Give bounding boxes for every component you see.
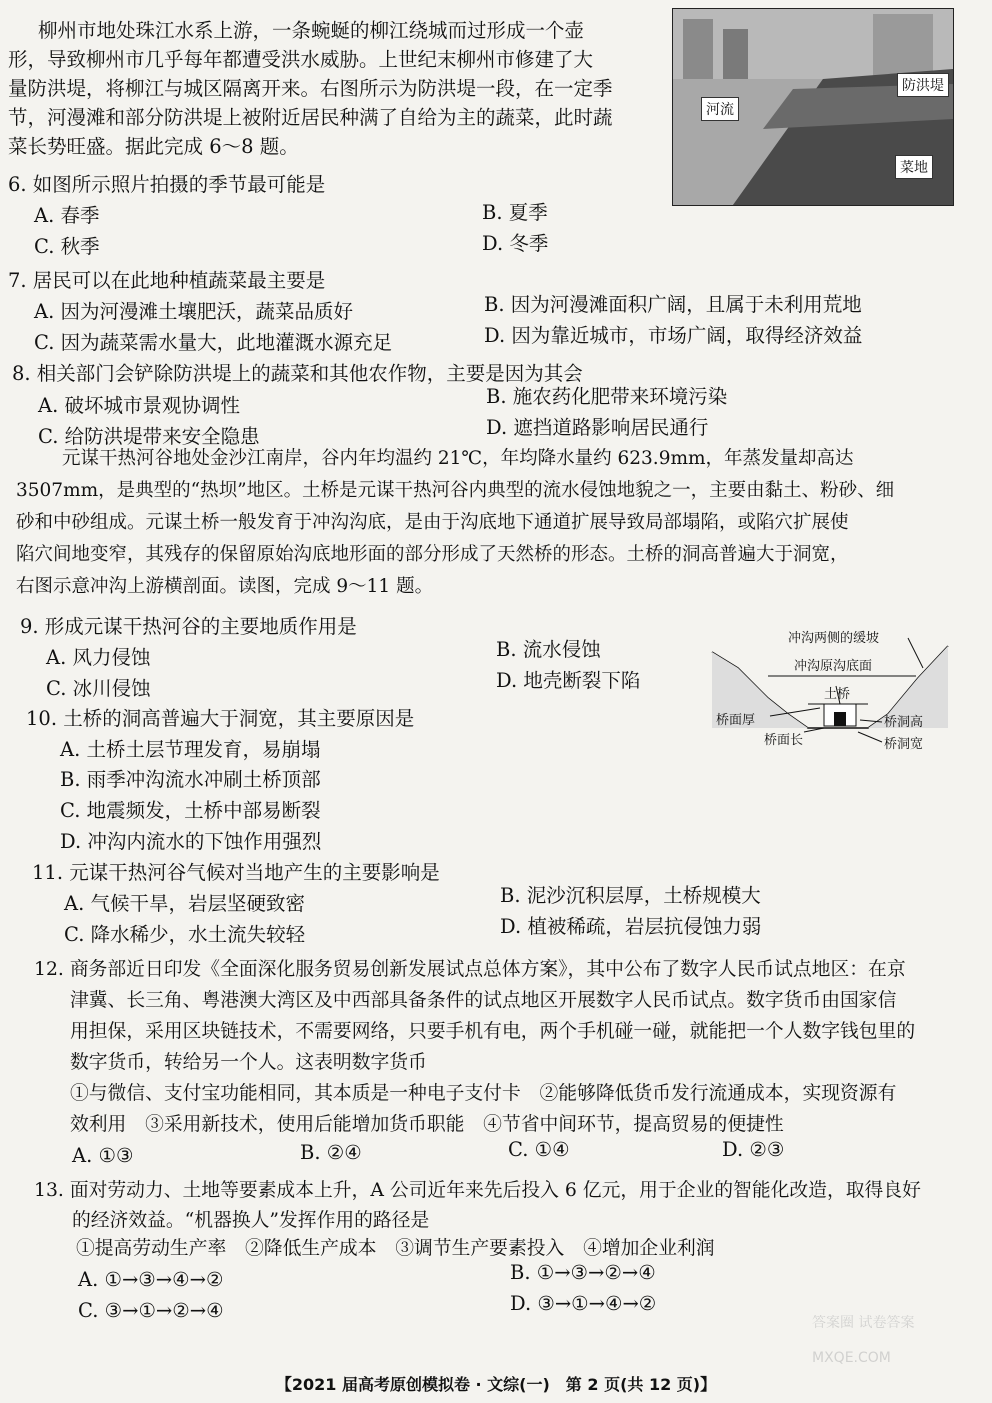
photo-label-field: 菜地 [895,155,933,179]
q13-option-d: D. ③→①→④→② [510,1292,657,1315]
label-slope: 冲沟两侧的缓坡 [788,631,880,646]
q6-option-d: D. 冬季 [482,232,549,255]
intro2-line-5: 右图示意冲沟上游横剖面。读图，完成 9～11 题。 [16,576,434,597]
q13-option-b: B. ①→③→②→④ [510,1261,656,1284]
intro1-line-4: 节，河漫滩和部分防洪堤上被附近居民种满了自给为主的蔬菜，此时蔬 [8,106,613,129]
gully-cross-section-diagram [708,628,970,758]
q12-line-1: 12. 商务部近日印发《全面深化服务贸易创新发展试点总体方案》，其中公布了数字人民币试点地区：在京 [34,959,906,980]
q11-option-a: A. 气候干旱，岩层坚硬致密 [64,892,305,915]
intro1-line-1: 柳州市地处珠江水系上游，一条蜿蜒的柳江绕城而过形成一个壶 [38,19,585,42]
q8-option-c: C. 给防洪堤带来安全隐患 [38,425,260,448]
intro1-line-5: 菜长势旺盛。据此完成 6～8 题。 [8,135,299,158]
intro1-line-3: 量防洪堤，将柳江与城区隔离开来。右图所示为防洪堤一段，在一定季 [8,77,613,100]
q10-option-c: C. 地震频发，土桥中部易断裂 [60,799,321,822]
label-hole-height: 桥洞高 [884,715,924,730]
label-bottom: 冲沟原沟底面 [794,659,873,674]
q8-option-a: A. 破坏城市景观协调性 [38,394,240,417]
q12-option-a: A. ①③ [72,1144,134,1167]
q6-stem: 6. 如图所示照片拍摄的季节最可能是 [8,173,326,196]
q9-option-a: A. 风力侵蚀 [46,646,151,669]
watermark-logo: 答案圈 试卷答案 MXQE.COM [812,1315,915,1366]
label-length: 桥面长 [764,733,804,748]
label-thickness: 桥面厚 [716,713,756,728]
q9-option-d: D. 地壳断裂下陷 [496,669,641,692]
q12-line-3: 用担保，采用区块链技术，不需要网络，只要手机有电，两个手机碰一碰，就能把一个人数字钱包里的 [70,1021,916,1042]
label-bridge: 土桥 [824,687,851,702]
intro2-line-3: 砂和中砂组成。元谋土桥一般发育于冲沟沟底，是由于沟底地下通道扩展导致局部塌陷，或陷穴扩展使 [16,512,849,533]
photo-label-dike: 防洪堤 [897,73,949,97]
q13-option-a: A. ①→③→④→② [78,1268,224,1291]
q10-option-b: B. 雨季冲沟流水冲刷土桥顶部 [60,768,321,791]
q13-line-1: 13. 面对劳动力、土地等要素成本上升，A 公司近年来先后投入 6 亿元，用于企业的智能化改造，取得良好 [34,1180,921,1201]
q10-option-d: D. 冲沟内流水的下蚀作用强烈 [60,830,322,853]
page-footer: 【2021 届高考原创模拟卷 · 文综(一) 第 2 页(共 12 页)】 [275,1375,717,1394]
intro2-line-2: 3507mm，是典型的“热坝”地区。土桥是元谋干热河谷内典型的流水侵蚀地貌之一，主要由黏土、粉砂、细 [16,480,895,501]
q13-option-c: C. ③→①→②→④ [78,1299,224,1322]
photo-label-river: 河流 [701,97,739,121]
q7-option-a: A. 因为河漫滩土壤肥沃，蔬菜品质好 [34,300,353,323]
q13-line-2: 的经济效益。“机器换人”发挥作用的路径是 [72,1210,430,1231]
q8-option-d: D. 遮挡道路影响居民通行 [486,416,709,439]
q11-option-d: D. 植被稀疏，岩层抗侵蚀力弱 [500,915,762,938]
q12-line-4: 数字货币，转给另一个人。这表明数字货币 [70,1052,427,1073]
q7-option-d: D. 因为靠近城市，市场广阔，取得经济效益 [484,324,863,347]
q6-option-c: C. 秋季 [34,235,100,258]
q9-option-b: B. 流水侵蚀 [496,638,601,661]
q8-option-b: B. 施农药化肥带来环境污染 [486,385,728,408]
q12-option-c: C. ①④ [508,1138,570,1161]
q10-option-a: A. 土桥土层节理发育，易崩塌 [60,738,321,761]
q7-option-b: B. 因为河漫滩面积广阔，且属于未利用荒地 [484,293,862,316]
q11-stem: 11. 元谋干热河谷气候对当地产生的主要影响是 [32,861,440,884]
intro2-line-4: 陷穴间地变窄，其残存的保留原始沟底地形面的部分形成了天然桥的形态。土桥的洞高普遍大于洞宽， [16,544,849,565]
q8-stem: 8. 相关部门会铲除防洪堤上的蔬菜和其他农作物，主要是因为其会 [12,362,583,385]
q6-option-a: A. 春季 [34,204,100,227]
q11-option-c: C. 降水稀少，水土流失较轻 [64,923,306,946]
flood-dike-photo [672,8,954,206]
q11-option-b: B. 泥沙沉积层厚，土桥规模大 [500,884,761,907]
q13-line-3: ①提高劳动生产率 ②降低生产成本 ③调节生产要素投入 ④增加企业利润 [76,1238,715,1259]
q10-stem: 10. 土桥的洞高普遍大于洞宽，其主要原因是 [26,707,415,730]
q9-option-c: C. 冰川侵蚀 [46,677,151,700]
intro1-line-2: 形，导致柳州市几乎每年都遭受洪水威胁。上世纪末柳州市修建了大 [8,48,594,71]
q12-option-d: D. ②③ [722,1138,785,1161]
q12-option-b: B. ②④ [300,1141,362,1164]
q12-line-6: 效利用 ③采用新技术，使用后能增加货币职能 ④节省中间环节，提高贸易的便捷性 [70,1114,784,1135]
q12-line-2: 津冀、长三角、粤港澳大湾区及中西部具备条件的试点地区开展数字人民币试点。数字货币由国家信 [70,990,897,1011]
q6-option-b: B. 夏季 [482,201,548,224]
q7-stem: 7. 居民可以在此地种植蔬菜最主要是 [8,269,326,292]
q9-stem: 9. 形成元谋干热河谷的主要地质作用是 [20,615,357,638]
q12-line-5: ①与微信、支付宝功能相同，其本质是一种电子支付卡 ②能够降低货币发行流通成本，实现资源有 [70,1083,897,1104]
intro2-line-1: 元谋干热河谷地处金沙江南岸，谷内年均温约 21℃，年均降水量约 623.9mm，年蒸发量却高达 [62,448,854,469]
label-hole-width: 桥洞宽 [884,737,924,752]
q7-option-c: C. 因为蔬菜需水量大，此地灌溉水源充足 [34,331,393,354]
